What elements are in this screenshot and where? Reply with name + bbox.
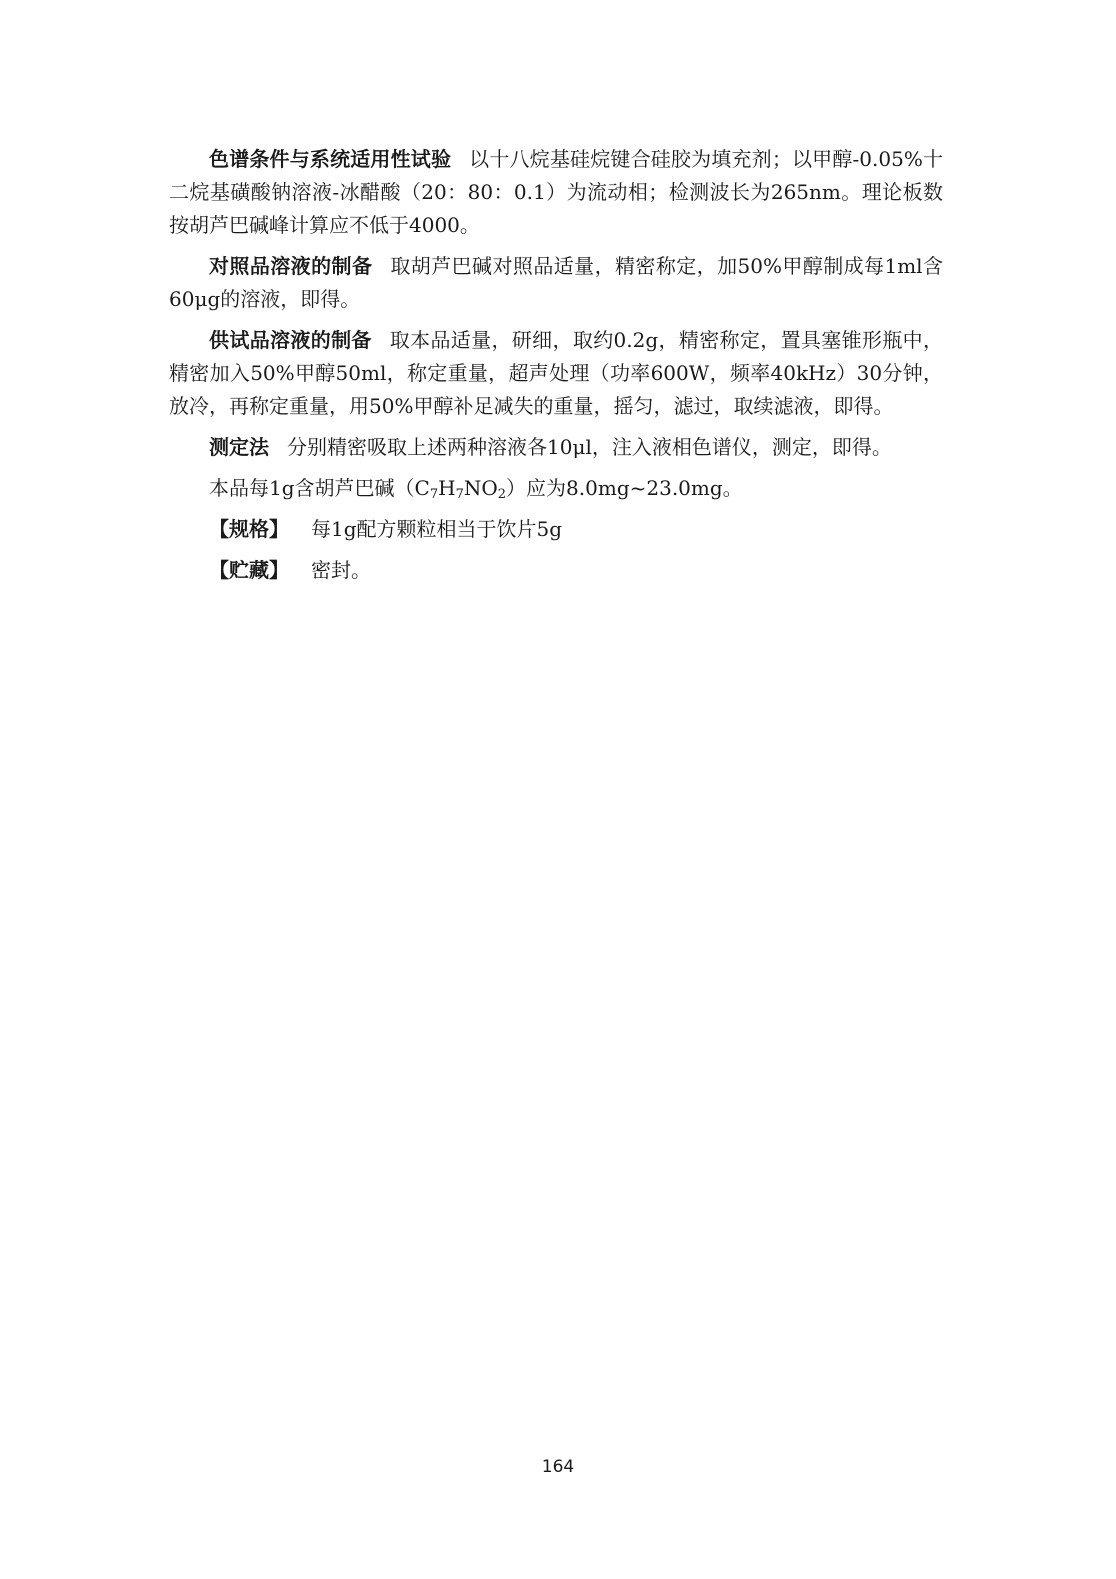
formula-subscript: 7 bbox=[455, 487, 464, 502]
specification-value: 每1g配方颗粒相当于饮片5g bbox=[311, 517, 563, 541]
page-number: 164 bbox=[541, 1457, 575, 1477]
content-limit-prefix: 本品每1g含胡芦巴碱（C bbox=[209, 476, 430, 500]
formula-subscript: 2 bbox=[497, 487, 507, 502]
section-heading: 对照品溶液的制备 bbox=[209, 254, 373, 278]
section-heading: 色谱条件与系统适用性试验 bbox=[209, 147, 452, 171]
section-heading: 供试品溶液的制备 bbox=[209, 328, 372, 352]
storage-value: 密封。 bbox=[311, 558, 371, 582]
formula-subscript: 7 bbox=[429, 487, 439, 502]
reference-solution-paragraph bbox=[169, 250, 943, 316]
section-text: 取本品适量，研细，取约0.2g，精密称定，置具塞锥形瓶中，精密加入50%甲醇50ml，称定重量，超声处理（功率600W，频率40kHz）30分钟，放冷，再称定重量，用50%甲醇补足减失的重量，摇匀，滤过，取续滤液，即得。 bbox=[169, 328, 944, 418]
section-text: 取胡芦巴碱对照品适量，精密称定，加50%甲醇制成每1ml含60μg的溶液，即得。 bbox=[169, 254, 944, 311]
section-text: 分别精密吸取上述两种溶液各10μl，注入液相色谱仪，测定，即得。 bbox=[287, 435, 892, 459]
section-heading: 测定法 bbox=[209, 435, 269, 459]
specification-label: 【规格】 bbox=[209, 517, 289, 541]
formula-part: H bbox=[438, 476, 456, 500]
content-limit-suffix: ）应为8.0mg~23.0mg。 bbox=[506, 476, 743, 500]
chromatography-conditions-paragraph bbox=[169, 143, 943, 242]
section-text: 以十八烷基硅烷键合硅胶为填充剂；以甲醇-0.05%十二烷基磺酸钠溶液-冰醋酸（20：80：0.1）为流动相；检测波长为265nm。理论板数按胡芦巴碱峰计算应不低于4000。 bbox=[169, 147, 943, 237]
storage-label: 【贮藏】 bbox=[209, 558, 289, 582]
specification-line bbox=[169, 513, 943, 546]
content-limit-line bbox=[169, 472, 943, 505]
storage-line bbox=[169, 554, 943, 587]
document-body bbox=[169, 143, 943, 595]
test-solution-paragraph bbox=[169, 324, 943, 423]
formula-part: NO bbox=[463, 476, 498, 500]
assay-method-paragraph bbox=[169, 431, 943, 464]
